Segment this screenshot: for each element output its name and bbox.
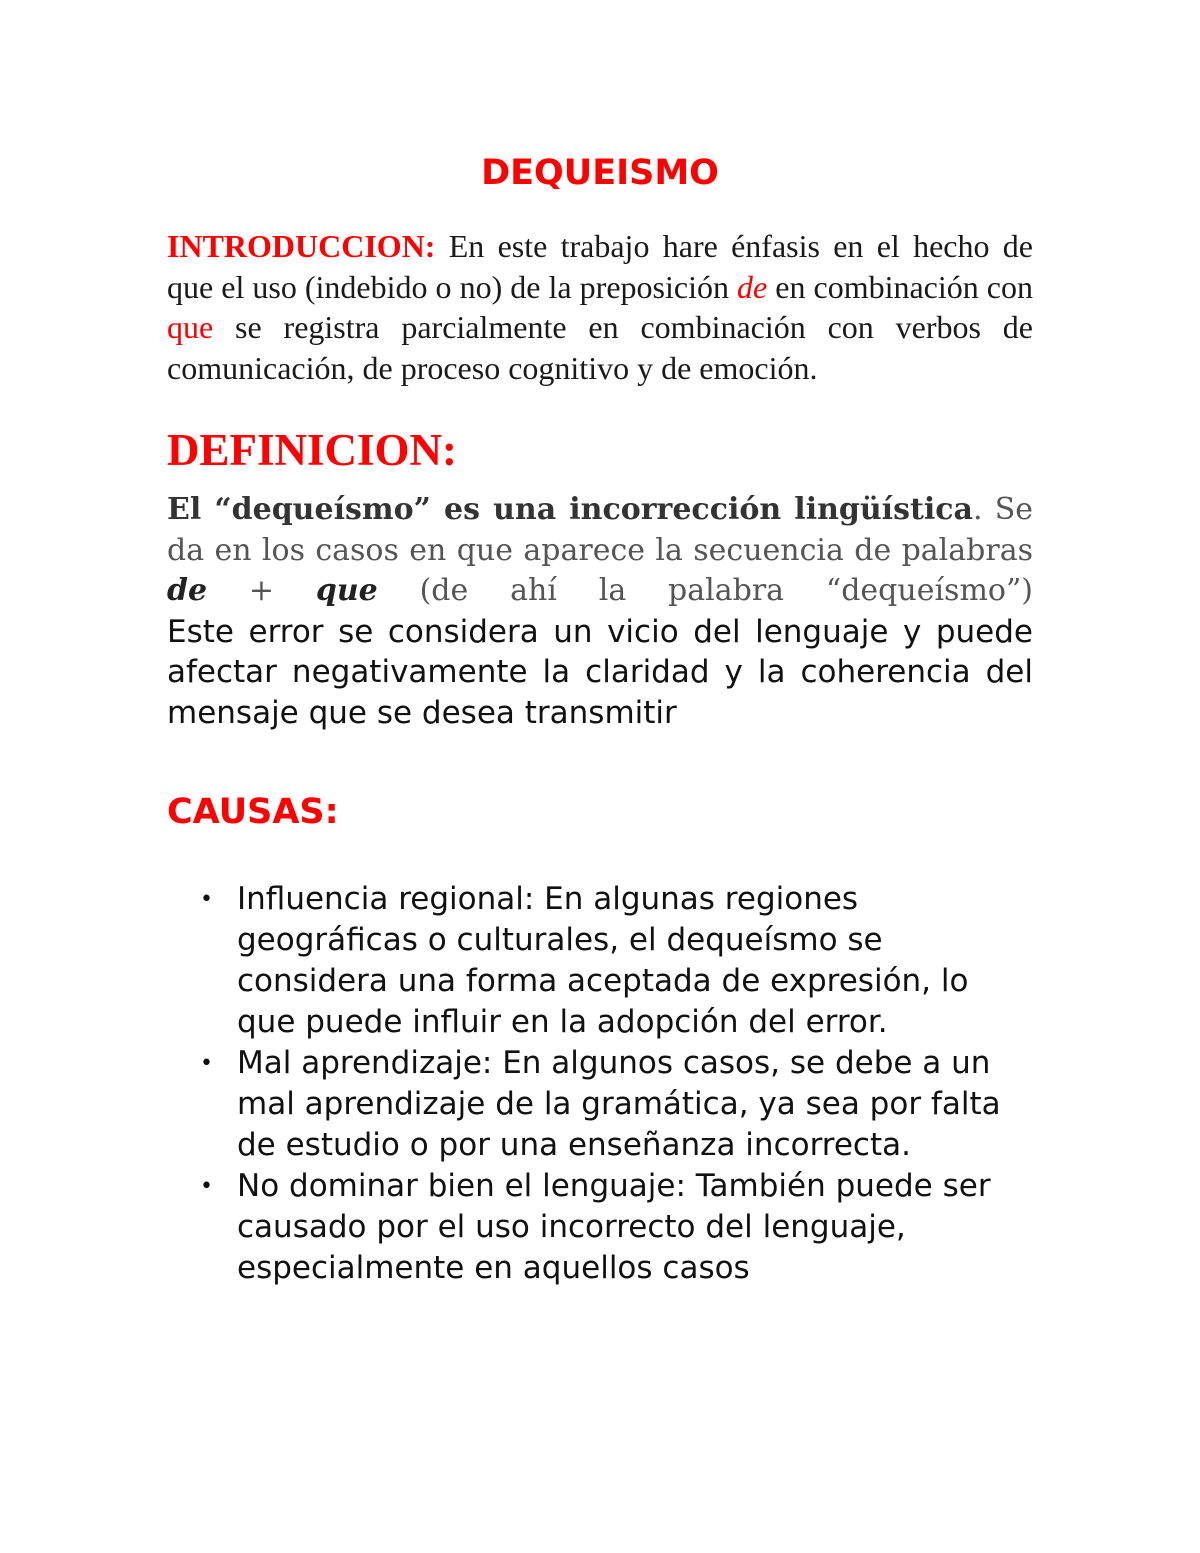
causes-list	[167, 879, 1033, 1289]
definition-paragraph	[167, 490, 1033, 612]
definition-period: .	[972, 492, 983, 527]
causes-heading: CAUSAS:	[167, 792, 339, 832]
introduction-label: INTRODUCCION:	[167, 228, 436, 264]
bullet-icon: •	[200, 887, 213, 912]
definition-strong-text: El “dequeísmo” es una incorrección lingüística	[167, 492, 973, 527]
list-item	[167, 1166, 1033, 1289]
list-item	[167, 879, 1033, 1043]
definition-heading: DEFINICION:	[167, 425, 458, 475]
introduction-word-que: que	[167, 309, 214, 345]
cause-text: Influencia regional: En algunas regiones geográficas o culturales, el dequeísmo se considera una forma aceptada de expresión, lo que puede influir en la adopción del error.	[237, 881, 969, 1040]
introduction-text-3: se registra parcialmente en combinación con verbos de comunicación, de proceso cognitivo y de emoción.	[167, 309, 1033, 386]
definition-text-2: (de ahí la palabra “dequeísmo”)	[377, 573, 1033, 608]
definition-consequence-text: Este error se considera un vicio del lenguaje y puede afectar negativamente la claridad y la coherencia del mensaje que se desea transmitir	[167, 613, 1033, 731]
bullet-icon: •	[200, 1051, 213, 1076]
introduction-paragraph	[167, 226, 1033, 388]
introduction-text-2: en combinación con	[767, 268, 1034, 305]
document-content	[167, 150, 1033, 1289]
definition-text-1: Se da en los casos en que aparece la secuencia de palabras	[167, 492, 1033, 568]
cause-text: Mal aprendizaje: En algunos casos, se debe a un mal aprendizaje de la gramática, ya sea por falta de estudio o por una enseñanza incorrecta.	[237, 1045, 1001, 1163]
document-title: DEQUEISMO	[481, 153, 719, 193]
definition-formula-que: que	[315, 573, 378, 608]
definition-formula-de: de	[167, 573, 208, 608]
cause-text: No dominar bien el lenguaje: También puede ser causado por el uso incorrecto del lenguaje, especialmente en aquellos casos	[237, 1168, 991, 1286]
introduction-text-1: En este trabajo hare énfasis en el hecho de que el uso (indebido o no) de la preposición	[167, 228, 1033, 305]
introduction-word-de: de	[737, 268, 768, 305]
bullet-icon: •	[200, 1174, 213, 1199]
definition-plus: +	[207, 573, 316, 608]
list-item	[167, 1043, 1033, 1166]
